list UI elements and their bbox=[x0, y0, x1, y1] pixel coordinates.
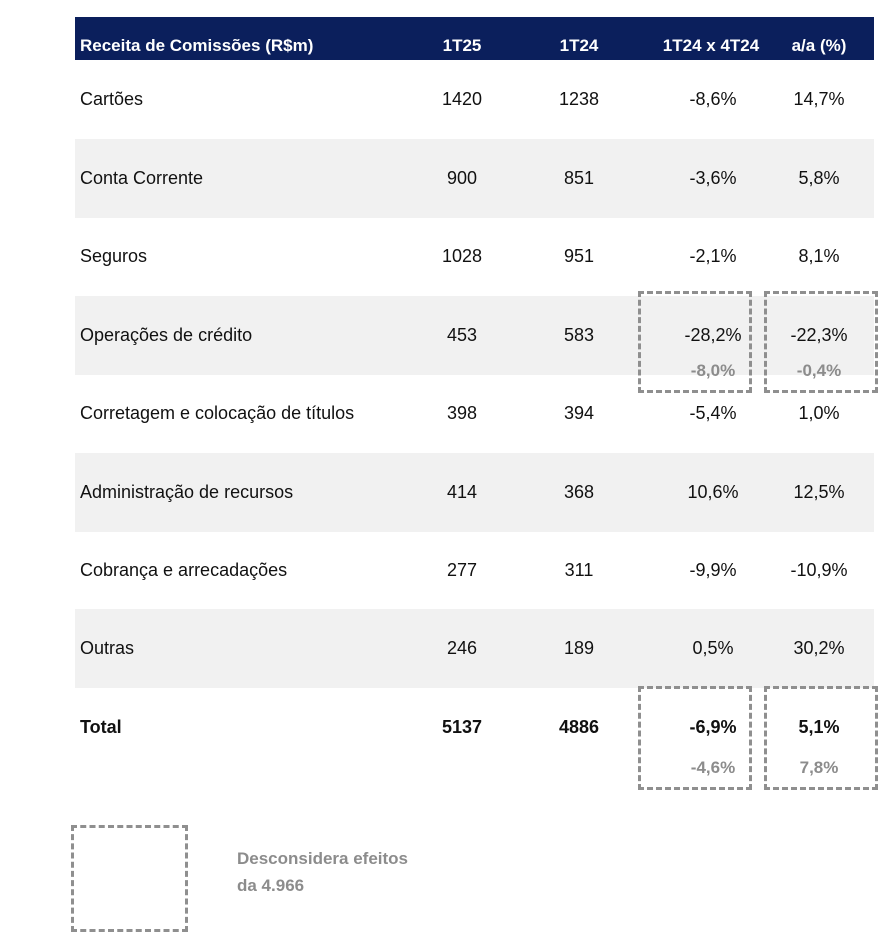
value-yoy: -22,3% bbox=[790, 325, 848, 345]
value-yoy: -10,9% bbox=[790, 560, 848, 580]
value-yoy: 5,8% bbox=[798, 168, 840, 188]
value-1t25: 1028 bbox=[441, 246, 483, 266]
row-label: Cobrança e arrecadações bbox=[80, 560, 288, 580]
legend-swatch bbox=[71, 825, 188, 932]
value-qoq: -8,6% bbox=[689, 89, 737, 109]
row-label: Administração de recursos bbox=[80, 482, 294, 502]
header-qoq: 1T24 x 4T24 bbox=[662, 36, 760, 55]
table-row bbox=[75, 531, 874, 610]
value-1t24: 368 bbox=[563, 482, 595, 502]
header-1t25: 1T25 bbox=[442, 36, 482, 55]
value-1t25: 398 bbox=[446, 403, 478, 423]
highlight-box-total-qoq bbox=[638, 686, 752, 790]
row-label: Operações de crédito bbox=[80, 325, 253, 345]
row-label: Total bbox=[80, 717, 122, 737]
value-qoq: 0,5% bbox=[692, 638, 734, 658]
legend-line-2: da 4.966 bbox=[237, 876, 305, 895]
value-1t24: 4886 bbox=[558, 717, 600, 737]
value-yoy: 5,1% bbox=[798, 717, 840, 737]
highlight-box-credit-yoy bbox=[764, 291, 878, 393]
row-label: Seguros bbox=[80, 246, 148, 266]
header-title: Receita de Comissões (R$m) bbox=[80, 36, 314, 55]
total-qoq-adjusted: -4,6% bbox=[690, 758, 736, 777]
value-qoq: 10,6% bbox=[687, 482, 739, 502]
row-label: Corretagem e colocação de títulos bbox=[80, 403, 355, 423]
value-1t24: 311 bbox=[564, 560, 594, 580]
value-1t25: 414 bbox=[446, 482, 478, 502]
value-1t24: 1238 bbox=[558, 89, 600, 109]
value-1t25: 246 bbox=[446, 638, 478, 658]
total-yoy-adjusted: 7,8% bbox=[799, 758, 839, 777]
value-1t25: 453 bbox=[446, 325, 478, 345]
value-qoq: -3,6% bbox=[689, 168, 737, 188]
value-1t25: 5137 bbox=[441, 717, 483, 737]
table-row bbox=[75, 139, 874, 218]
table-row bbox=[75, 374, 874, 453]
row-label: Outras bbox=[80, 638, 135, 658]
value-qoq: -6,9% bbox=[689, 717, 737, 737]
legend-line-1: Desconsidera efeitos bbox=[237, 849, 409, 868]
legend-text bbox=[237, 845, 408, 899]
table-row bbox=[75, 217, 874, 296]
header-yoy: a/a (%) bbox=[791, 36, 847, 55]
row-label: Conta Corrente bbox=[80, 168, 204, 188]
value-1t25: 1420 bbox=[441, 89, 483, 109]
credit-yoy-adjusted: -0,4% bbox=[796, 361, 842, 380]
header-1t24: 1T24 bbox=[559, 36, 599, 55]
value-qoq: -2,1% bbox=[689, 246, 737, 266]
value-yoy: 30,2% bbox=[793, 638, 845, 658]
table-row-total bbox=[75, 688, 874, 767]
value-yoy: 8,1% bbox=[798, 246, 840, 266]
value-qoq: -28,2% bbox=[684, 325, 742, 345]
value-1t24: 851 bbox=[563, 168, 595, 188]
value-1t24: 583 bbox=[563, 325, 595, 345]
row-label: Cartões bbox=[80, 89, 144, 109]
table-row bbox=[75, 453, 874, 532]
highlight-box-total-yoy bbox=[764, 686, 878, 790]
value-1t24: 951 bbox=[563, 246, 595, 266]
value-1t25: 277 bbox=[446, 560, 478, 580]
value-1t24: 189 bbox=[563, 638, 595, 658]
value-yoy: 14,7% bbox=[793, 89, 845, 109]
value-yoy: 12,5% bbox=[793, 482, 845, 502]
credit-qoq-adjusted: -8,0% bbox=[690, 361, 736, 380]
table-row bbox=[75, 609, 874, 688]
value-1t24: 394 bbox=[563, 403, 595, 423]
value-qoq: -5,4% bbox=[689, 403, 737, 423]
table-row bbox=[75, 60, 874, 139]
table-header bbox=[75, 17, 874, 60]
value-yoy: 1,0% bbox=[798, 403, 840, 423]
value-1t25: 900 bbox=[446, 168, 478, 188]
value-qoq: -9,9% bbox=[689, 560, 737, 580]
highlight-box-credit-qoq bbox=[638, 291, 752, 393]
